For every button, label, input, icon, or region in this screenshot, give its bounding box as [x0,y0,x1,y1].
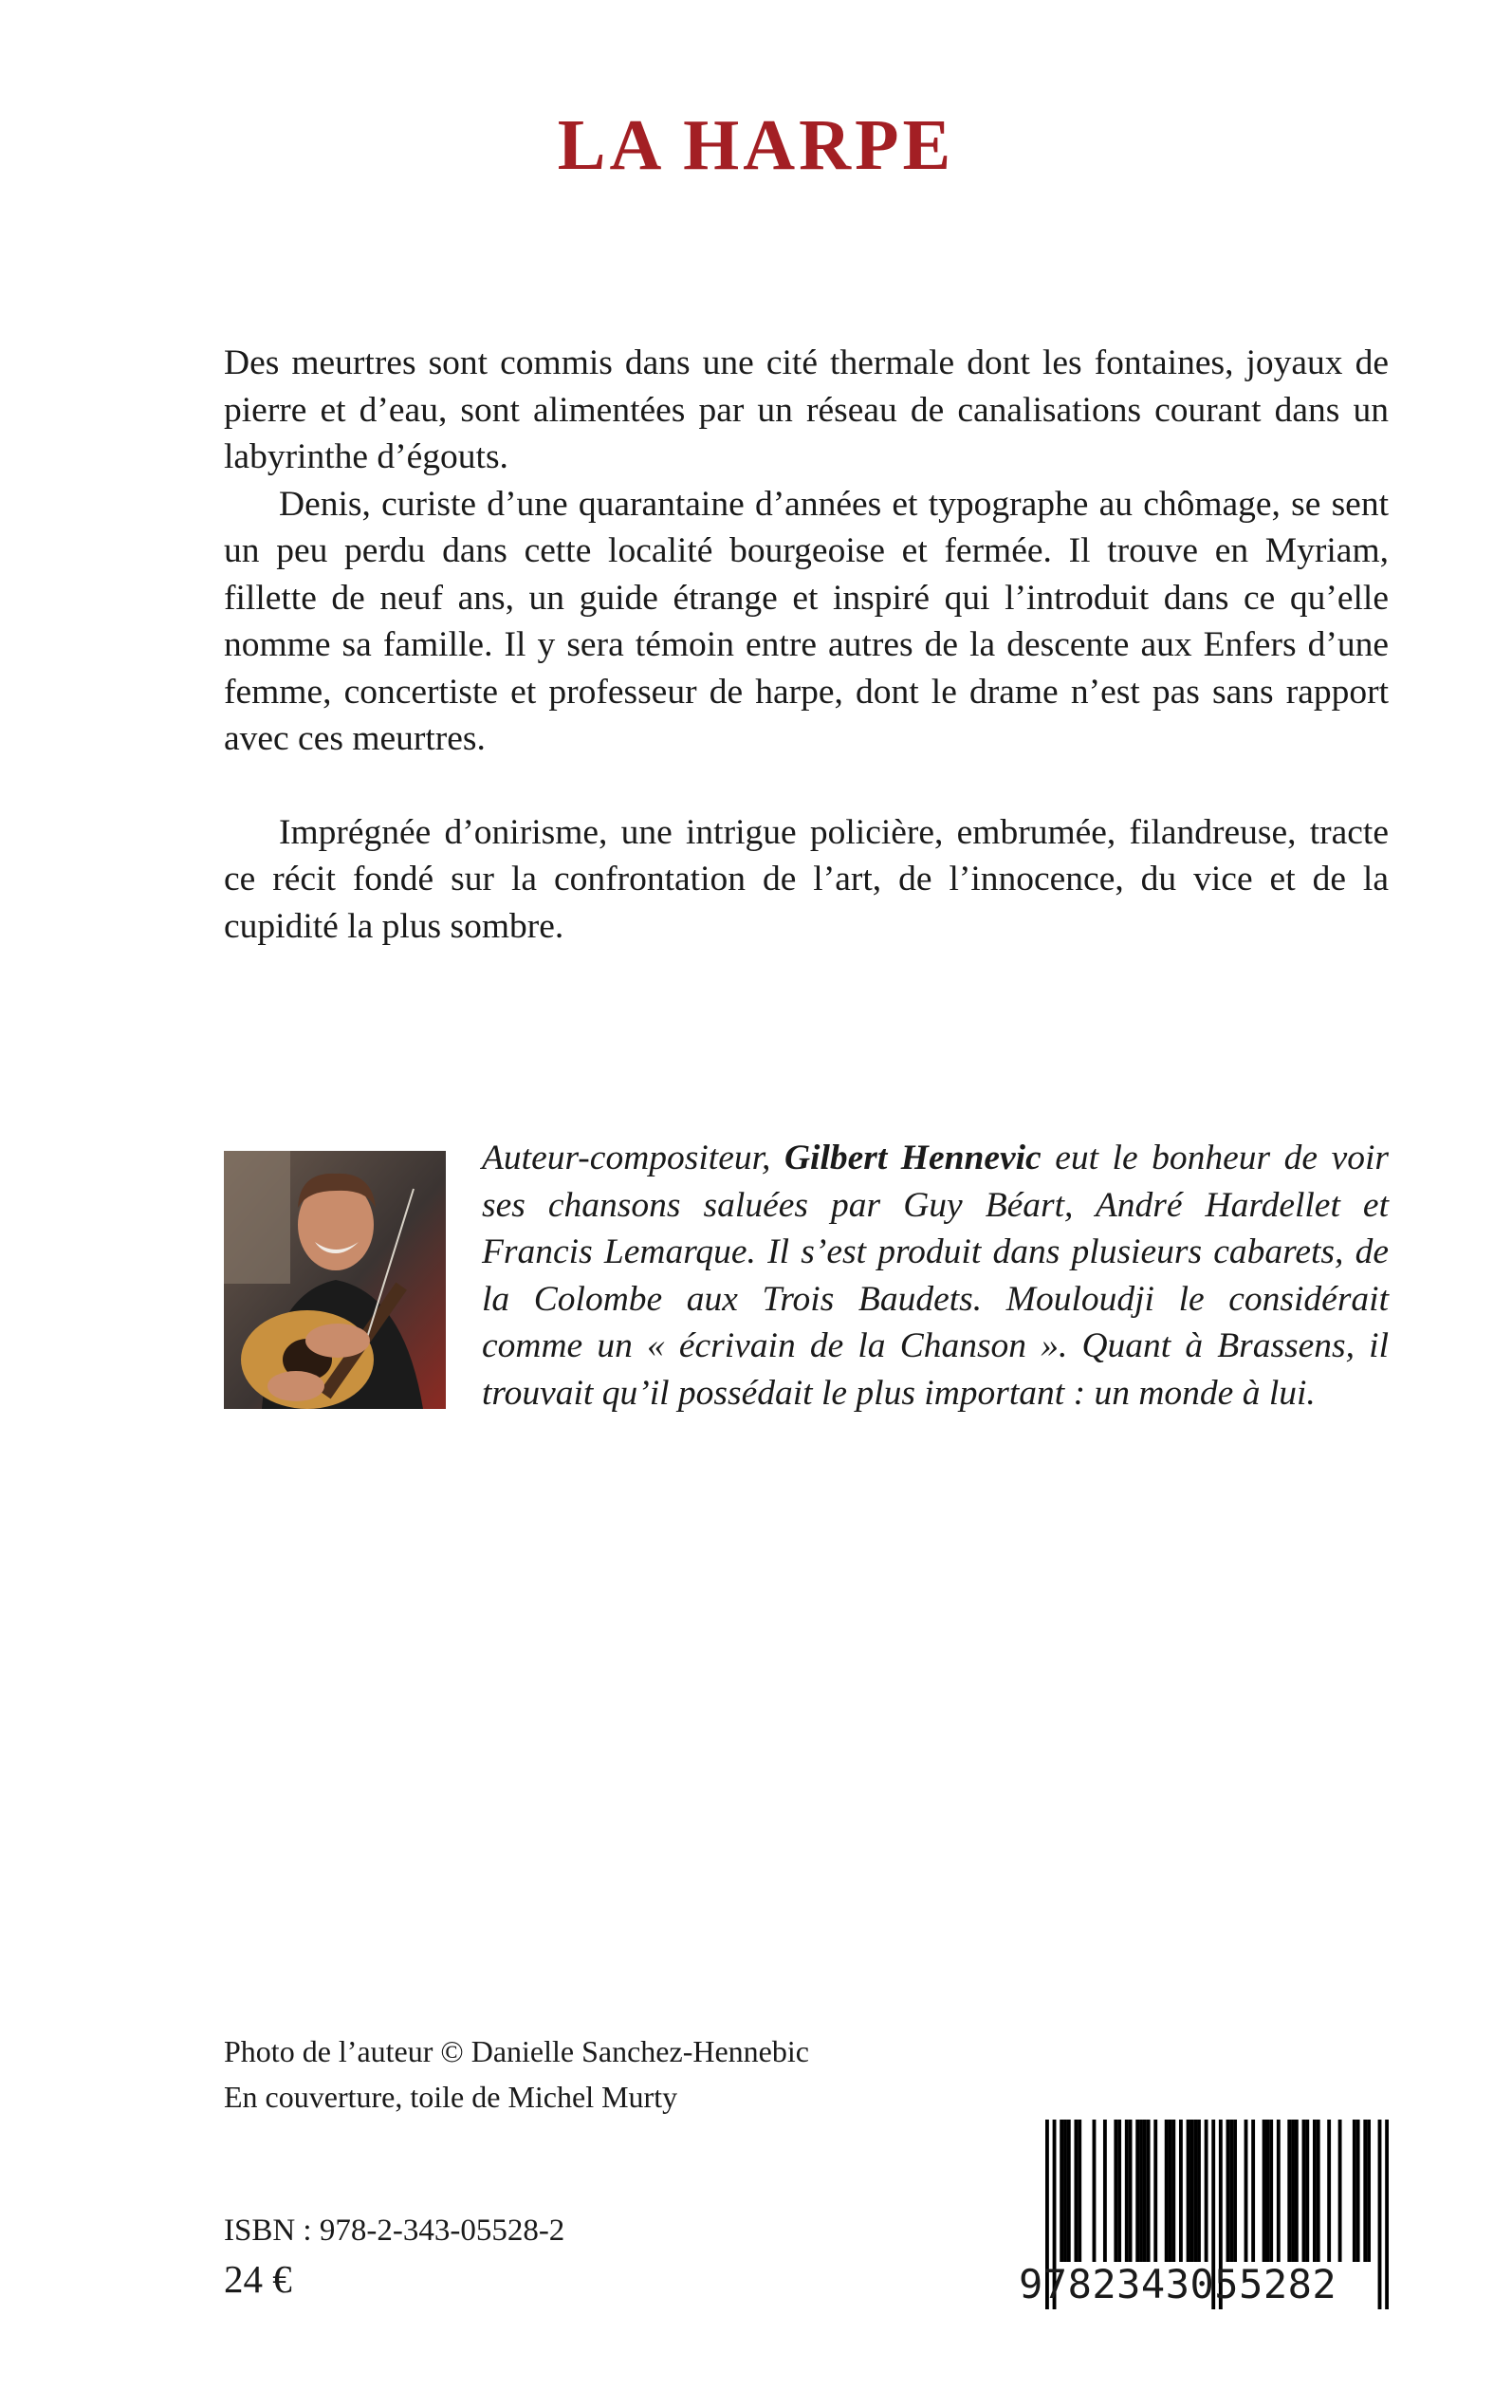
bio-intro: Auteur-compositeur, [482,1139,784,1177]
barcode-bar [1060,2120,1063,2262]
barcode-bar [1179,2120,1183,2262]
barcode-bar [1129,2120,1133,2262]
barcode-bar [1147,2120,1151,2262]
barcode-bar [1187,2120,1190,2262]
barcode-bar [1169,2120,1172,2262]
barcode-bar [1078,2120,1081,2262]
book-title: LA HARPE [557,105,955,185]
barcode-bar [1353,2120,1356,2262]
bio-text: eut le bonheur de voir ses chansons saluées par Guy Béart, André Hardellet et Francis Lemarque. Il s’est produit dans plusieurs cabarets, de la Colombe aux Trois Baudets. Mouloudji le considérait comme un « écrivain de la Chanson ». Quant à Brassens, il trouvait qu’il possédait le plus important : un monde à lui. [482,1139,1389,1413]
barcode-bar [1277,2120,1281,2262]
barcode-bar [1143,2120,1147,2262]
barcode-bar [1338,2120,1342,2262]
barcode-bar [1114,2120,1117,2262]
barcode-bar [1245,2120,1248,2262]
barcode-bar [1356,2120,1360,2262]
barcode-bar [1291,2120,1295,2262]
barcode-bar [1313,2120,1317,2262]
author-photo-illustration [224,1151,446,1409]
barcode-bar [1317,2120,1320,2262]
author-name: Gilbert Hennevic [784,1139,1042,1177]
synopsis-paragraph-3: Imprégnée d’onirisme, une intrigue policière, embrumée, filandreuse, tracte ce récit fondé sur la confrontation de l’art, de l’innocence, du vice et de la cupidité la plus sombre. [224,812,1389,946]
barcode-bar [1189,2120,1193,2262]
synopsis-paragraph-2: Denis, curiste d’une quarantaine d’années et typographe au chômage, se sent un peu perdu dans cette localité bourgeoise et fermée. Il trouve en Myriam, fillette de neuf ans, un guide étrange et inspiré qui l’introduit dans ce qu’elle nomme sa famille. Il y sera témoin entre autres de la descente aux Enfers d’une femme, concertiste et professeur de harpe, dont le drame n’est pas sans rapport avec ces meurtres. [224,484,1389,758]
barcode-bar [1265,2120,1269,2262]
barcode-bar [1295,2120,1299,2262]
barcode-bar [1302,2120,1306,2262]
barcode-bar [1165,2120,1169,2262]
synopsis [224,340,1389,950]
author-photo [224,1151,446,1409]
barcode-bar [1067,2120,1071,2262]
barcode-bar [1269,2120,1273,2262]
barcode-bar [1205,2120,1208,2262]
synopsis-paragraph-1: Des meurtres sont commis dans une cité thermale dont les fontaines, joyaux de pierre et d’eau, sont alimentées par un réseau de canalisations courant dans un labyrinthe d’égouts. [224,343,1389,476]
barcode-bar [1229,2120,1233,2262]
barcode-bar [1233,2120,1237,2262]
barcode-bar [1171,2120,1175,2262]
barcode-bar [1367,2120,1371,2262]
barcode-digits: 9782343055282 [1019,2261,1337,2307]
barcode-bar [1305,2120,1309,2262]
barcode-bar [1287,2120,1291,2262]
cover-credit: En couverture, toile de Michel Murty [224,2080,678,2114]
barcode-bar [1327,2120,1331,2262]
barcode-bar [1363,2120,1367,2262]
barcode-bar [1117,2120,1121,2262]
barcode-bar [1197,2120,1201,2262]
barcode-bar [1125,2120,1129,2262]
price: 24 € [224,2257,292,2301]
barcode-bar [1193,2120,1197,2262]
barcode-bar [1139,2120,1143,2262]
author-bio [482,1135,1389,1417]
photo-credit: Photo de l’auteur © Danielle Sanchez-Hennebic [224,2034,809,2068]
barcode-bar [1226,2120,1230,2262]
isbn: ISBN : 978-2-343-05528-2 [224,2214,565,2248]
barcode-bar [1063,2120,1067,2262]
barcode-bar [1103,2120,1107,2262]
barcode-bar [1074,2120,1078,2262]
barcode-bar [1135,2120,1139,2262]
barcode-bar [1263,2120,1266,2262]
credits [224,2028,809,2120]
barcode-bar [1251,2120,1255,2262]
barcode-bar [1153,2120,1157,2262]
barcode-bar [1093,2120,1097,2262]
